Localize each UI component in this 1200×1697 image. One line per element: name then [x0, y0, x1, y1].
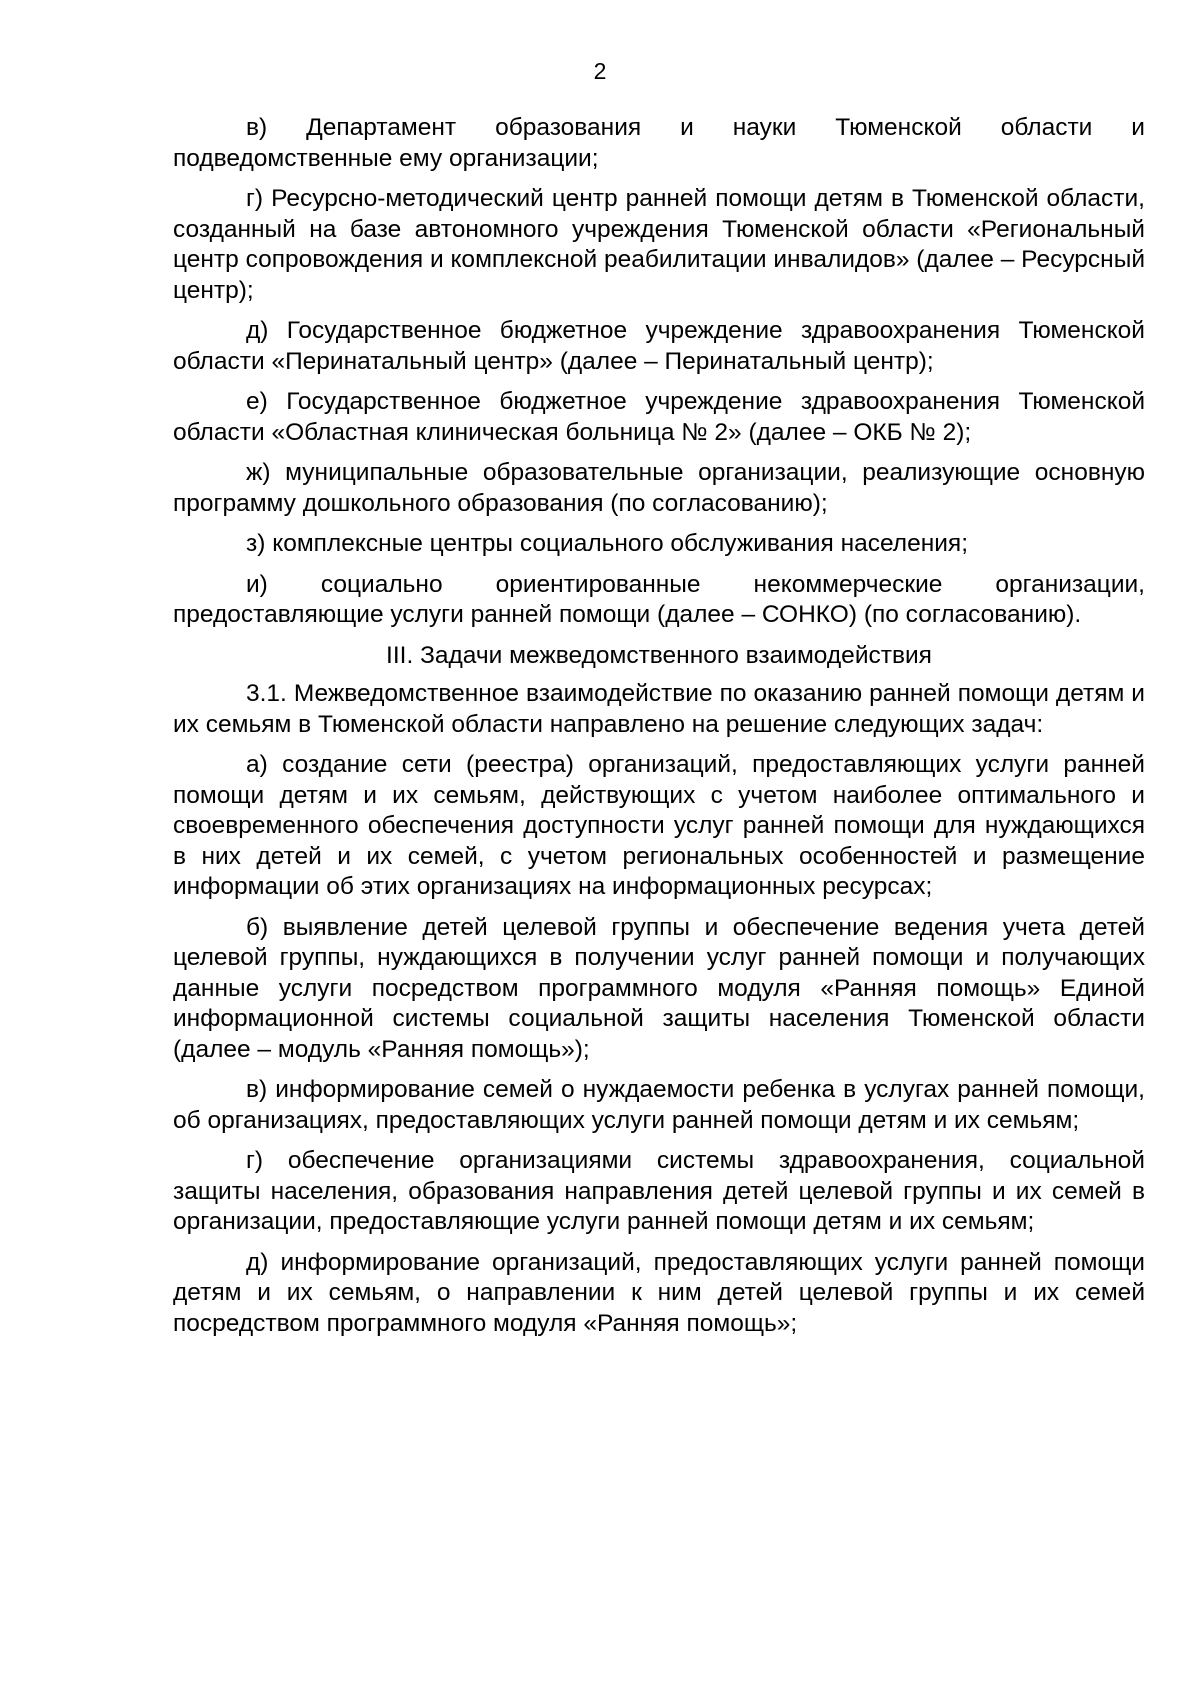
list-item-v-department: в) Департамент образования и науки Тюменской области и подведомственные ему организации; [173, 114, 1145, 172]
list-item-zh-municipal-organizations: ж) муниципальные образовательные организации, реализующие основную программу дошкольного образования (по согласованию); [173, 459, 1145, 517]
list-item-i-sonko: и) социально ориентированные некоммерческие организации, предоставляющие услуги ранней помощи (далее – СОНКО) (по согласованию). [173, 570, 1145, 628]
task-item-b: б) выявление детей целевой группы и обеспечение ведения учета детей целевой группы, нуждающихся в получении услуг ранней помощи и получающих данные услуги посредством программного модуля «Ранняя помощь» Единой информационной системы социальной защиты населения Тюменской области (далее – модуль «Ранняя помощь»); [173, 913, 1145, 1063]
list-item-z-social-centers: з) комплексные центры социального обслуживания населения; [246, 530, 968, 557]
task-item-g: г) обеспечение организациями системы здравоохранения, социальной защиты населения, образования направления детей целевой группы и их семей в организации, предоставляющие услуги ранней помощи детям и их семьям; [173, 1147, 1145, 1235]
clause-3-1: 3.1. Межведомственное взаимодействие по оказанию ранней помощи детям и их семьям в Тюменской области направлено на решение следующих задач: [173, 680, 1145, 738]
document-body [173, 113, 1145, 1349]
page-number: 2 [593, 58, 607, 84]
list-item-e-okb2: е) Государственное бюджетное учреждение здравоохранения Тюменской области «Областная клиническая больница № 2» (далее – ОКБ № 2); [173, 388, 1145, 446]
task-item-a: а) создание сети (реестра) организаций, предоставляющих услуги ранней помощи детям и их семьям, действующих с учетом наиболее оптимального и своевременного обеспечения доступности услуг ранней помощи для нуждающихся в них детей и их семей, с учетом региональных особенностей и размещение информации об этих организациях на информационных ресурсах; [173, 751, 1145, 900]
list-item-d-perinatal-center: д) Государственное бюджетное учреждение здравоохранения Тюменской области «Перинатальный центр» (далее – Перинатальный центр); [173, 317, 1145, 375]
section-heading: III. Задачи межведомственного взаимодействия [386, 641, 932, 669]
task-item-d: д) информирование организаций, предоставляющих услуги ранней помощи детям и их семьям, о направлении к ним детей целевой группы и их семей посредством программного модуля «Ранняя помощь»; [173, 1248, 1145, 1337]
list-item-g-resource-center: г) Ресурсно-методический центр ранней помощи детям в Тюменской области, созданный на базе автономного учреждения Тюменской области «Региональный центр сопровождения и комплексной реабилитации инвалидов» (далее – Ресурсный центр); [173, 185, 1145, 304]
task-item-v: в) информирование семей о нуждаемости ребенка в услугах ранней помощи, об организациях, предоставляющих услуги ранней помощи детям и их семьям; [173, 1076, 1145, 1134]
